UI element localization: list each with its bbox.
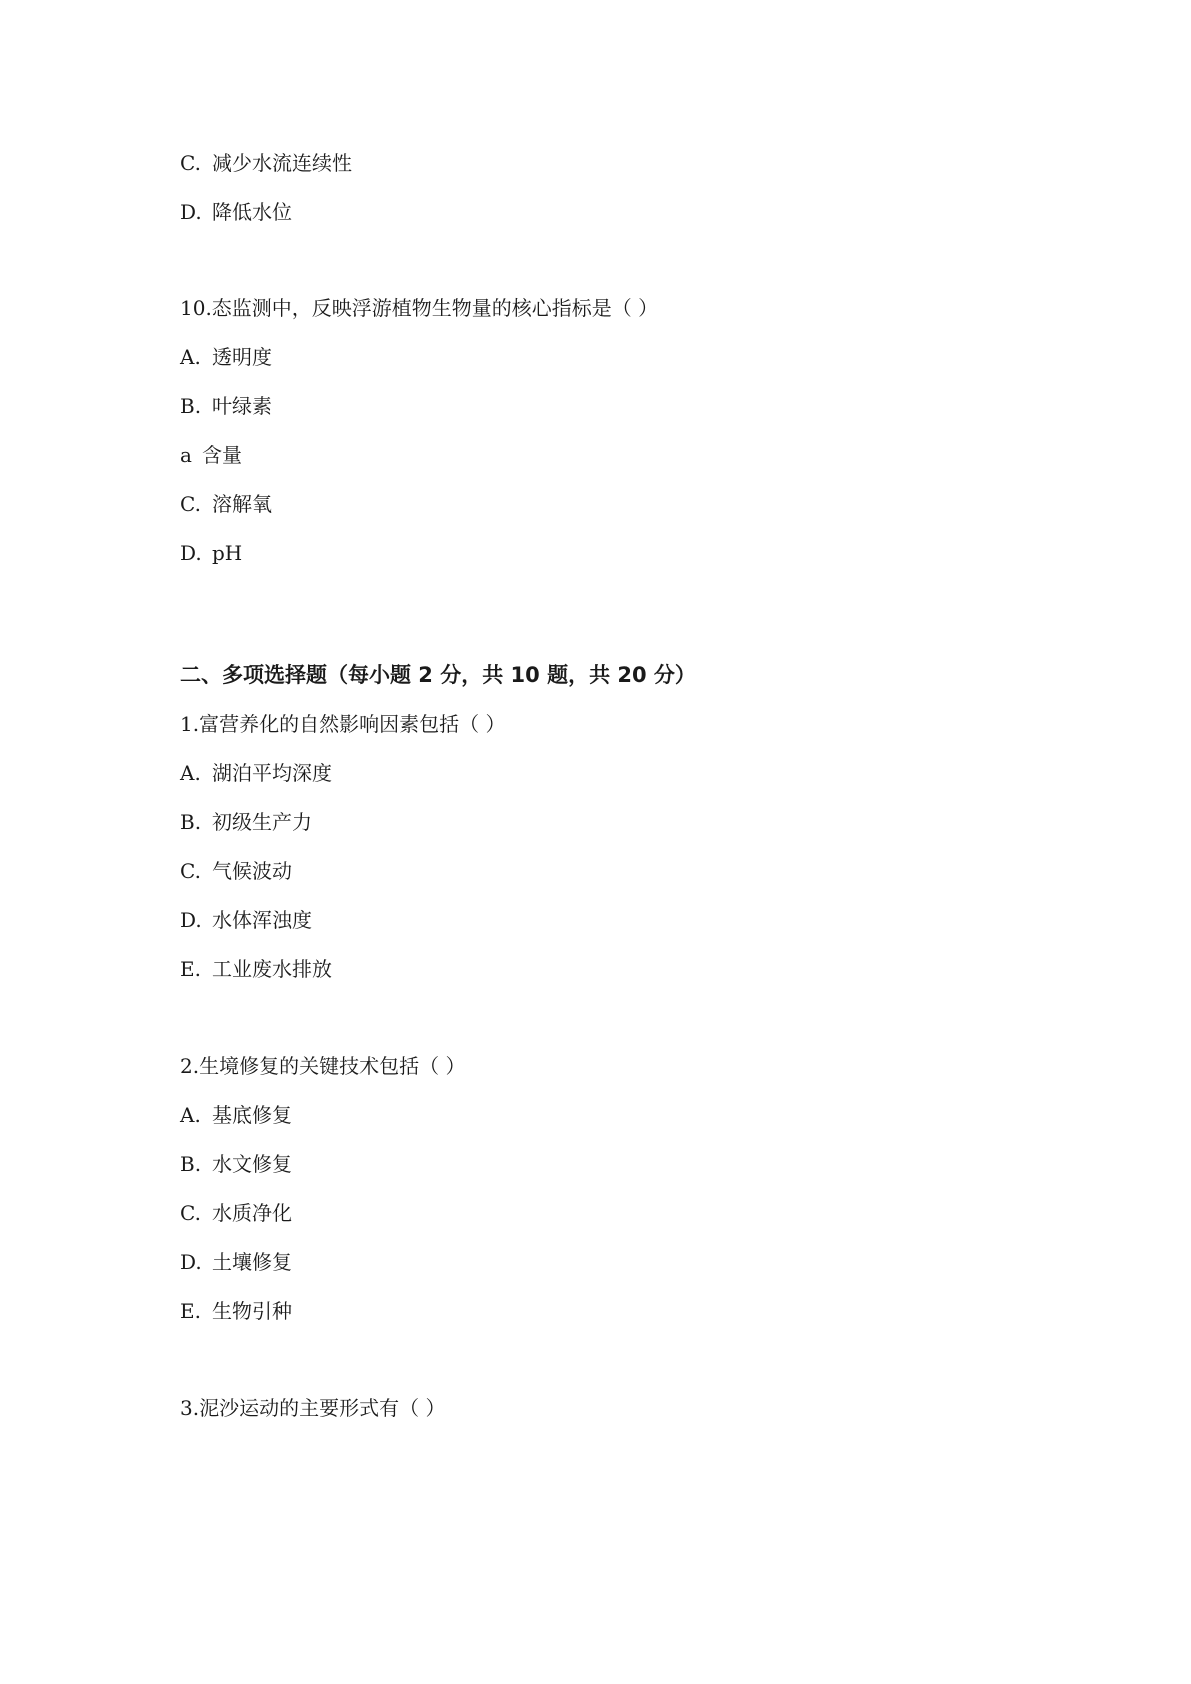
option-line — [180, 1101, 292, 1129]
option-letter: D. — [180, 908, 202, 932]
option-text: 基底修复 — [212, 1103, 292, 1127]
option-line — [180, 1297, 292, 1325]
option-letter: C. — [180, 151, 201, 175]
option-letter: C. — [180, 859, 201, 883]
option-text: 初级生产力 — [212, 810, 312, 834]
option-line — [180, 1150, 292, 1178]
option-line — [180, 392, 272, 420]
option-letter: C. — [180, 1201, 201, 1225]
option-letter: B. — [180, 1152, 202, 1176]
option-text: 减少水流连续性 — [212, 151, 352, 175]
option-text: 工业废水排放 — [212, 957, 332, 981]
option-line — [180, 198, 292, 226]
option-line — [180, 955, 332, 983]
option-line — [180, 1248, 292, 1276]
option-letter: D. — [180, 541, 202, 565]
option-line — [180, 759, 332, 787]
option-line — [180, 149, 352, 177]
option-line — [180, 906, 312, 934]
option-text: 土壤修复 — [212, 1250, 292, 1274]
option-text: 水体浑浊度 — [212, 908, 312, 932]
option-text: 生物引种 — [212, 1299, 292, 1323]
option-letter: A. — [180, 345, 201, 369]
option-line — [180, 539, 242, 567]
option-text: 溶解氧 — [212, 492, 272, 516]
question-stem: 2.生境修复的关键技术包括（ ） — [180, 1054, 466, 1078]
option-text: 水质净化 — [212, 1201, 292, 1225]
option-letter: B. — [180, 394, 202, 418]
option-text: 湖泊平均深度 — [212, 761, 332, 785]
option-letter: D. — [180, 200, 202, 224]
option-letter: A. — [180, 761, 201, 785]
option-text: pH — [212, 541, 243, 565]
option-line — [180, 857, 292, 885]
section-heading: 二、多项选择题（每小题 2 分，共 10 题，共 20 分） — [180, 663, 696, 687]
option-line — [180, 343, 272, 371]
question-stem: 10.态监测中，反映浮游植物生物量的核心指标是（ ） — [180, 296, 659, 320]
option-letter: A. — [180, 1103, 201, 1127]
option-letter: C. — [180, 492, 201, 516]
option-line — [180, 808, 312, 836]
option-letter: D. — [180, 1250, 202, 1274]
option-letter: E. — [180, 957, 201, 981]
question-stem: 1.富营养化的自然影响因素包括（ ） — [180, 712, 506, 736]
option-letter: B. — [180, 810, 202, 834]
option-line — [180, 1199, 292, 1227]
option-line — [180, 441, 242, 469]
option-line — [180, 490, 272, 518]
option-text: 水文修复 — [212, 1152, 292, 1176]
option-text: 降低水位 — [212, 200, 292, 224]
option-text: 气候波动 — [212, 859, 292, 883]
option-letter: E. — [180, 1299, 201, 1323]
option-text: 叶绿素 — [212, 394, 272, 418]
question-stem: 3.泥沙运动的主要形式有（ ） — [180, 1396, 446, 1420]
option-text: 含量 — [202, 443, 242, 467]
option-text: 透明度 — [212, 345, 272, 369]
option-letter: a — [180, 443, 192, 467]
